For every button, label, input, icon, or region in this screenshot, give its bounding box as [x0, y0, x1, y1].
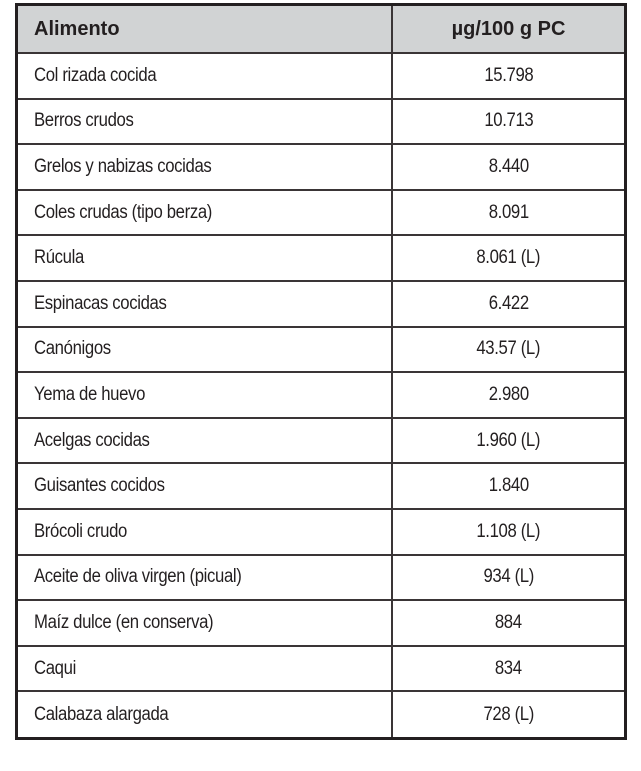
table-row: [18, 235, 624, 281]
food-name: Canónigos: [34, 338, 111, 360]
header-food: Alimento: [18, 6, 392, 53]
food-value: 1.108 (L): [476, 520, 541, 542]
table-row: [18, 372, 624, 418]
food-value: 2.980: [488, 383, 529, 405]
table-row: [18, 281, 624, 327]
food-name: Col rizada cocida: [34, 64, 157, 86]
header-row: [18, 6, 624, 53]
food-name: Maíz dulce (en conserva): [34, 611, 214, 633]
table-row: [18, 99, 624, 145]
food-value: 8.440: [488, 155, 529, 177]
food-value: 10.713: [483, 110, 534, 132]
food-content-table: [15, 3, 627, 740]
food-name: Grelos y nabizas cocidas: [34, 155, 212, 177]
food-name: Acelgas cocidas: [34, 429, 150, 451]
food-name: Aceite de oliva virgen (picual): [34, 566, 242, 588]
food-value: 15.798: [483, 64, 534, 86]
food-value: 834: [495, 657, 522, 679]
food-value: 884: [495, 611, 522, 633]
food-name: Coles crudas (tipo berza): [34, 201, 212, 223]
header-value: µg/100 g PC: [392, 6, 624, 53]
table-row: [18, 53, 624, 99]
food-name: Caqui: [34, 657, 76, 679]
table-row: [18, 691, 624, 737]
food-value: 8.091: [488, 201, 529, 223]
food-value: 934 (L): [483, 566, 534, 588]
data-table: [18, 6, 624, 737]
food-name: Calabaza alargada: [34, 703, 169, 725]
food-name: Rúcula: [34, 247, 84, 269]
table-row: [18, 190, 624, 236]
table-row: [18, 144, 624, 190]
food-name: Espinacas cocidas: [34, 292, 167, 314]
food-value: 1.960 (L): [476, 429, 541, 451]
table-row: [18, 509, 624, 555]
food-value: 1.840: [488, 475, 529, 497]
food-name: Brócoli crudo: [34, 520, 128, 542]
table-row: [18, 327, 624, 373]
food-value: 8.061 (L): [476, 247, 541, 269]
food-name: Guisantes cocidos: [34, 475, 165, 497]
table-row: [18, 600, 624, 646]
table-row: [18, 646, 624, 692]
table-row: [18, 555, 624, 601]
food-name: Berros crudos: [34, 110, 134, 132]
food-value: 43.57 (L): [476, 338, 541, 360]
table-row: [18, 418, 624, 464]
table-row: [18, 463, 624, 509]
food-value: 728 (L): [483, 703, 534, 725]
food-name: Yema de huevo: [34, 383, 146, 405]
food-value: 6.422: [488, 292, 529, 314]
